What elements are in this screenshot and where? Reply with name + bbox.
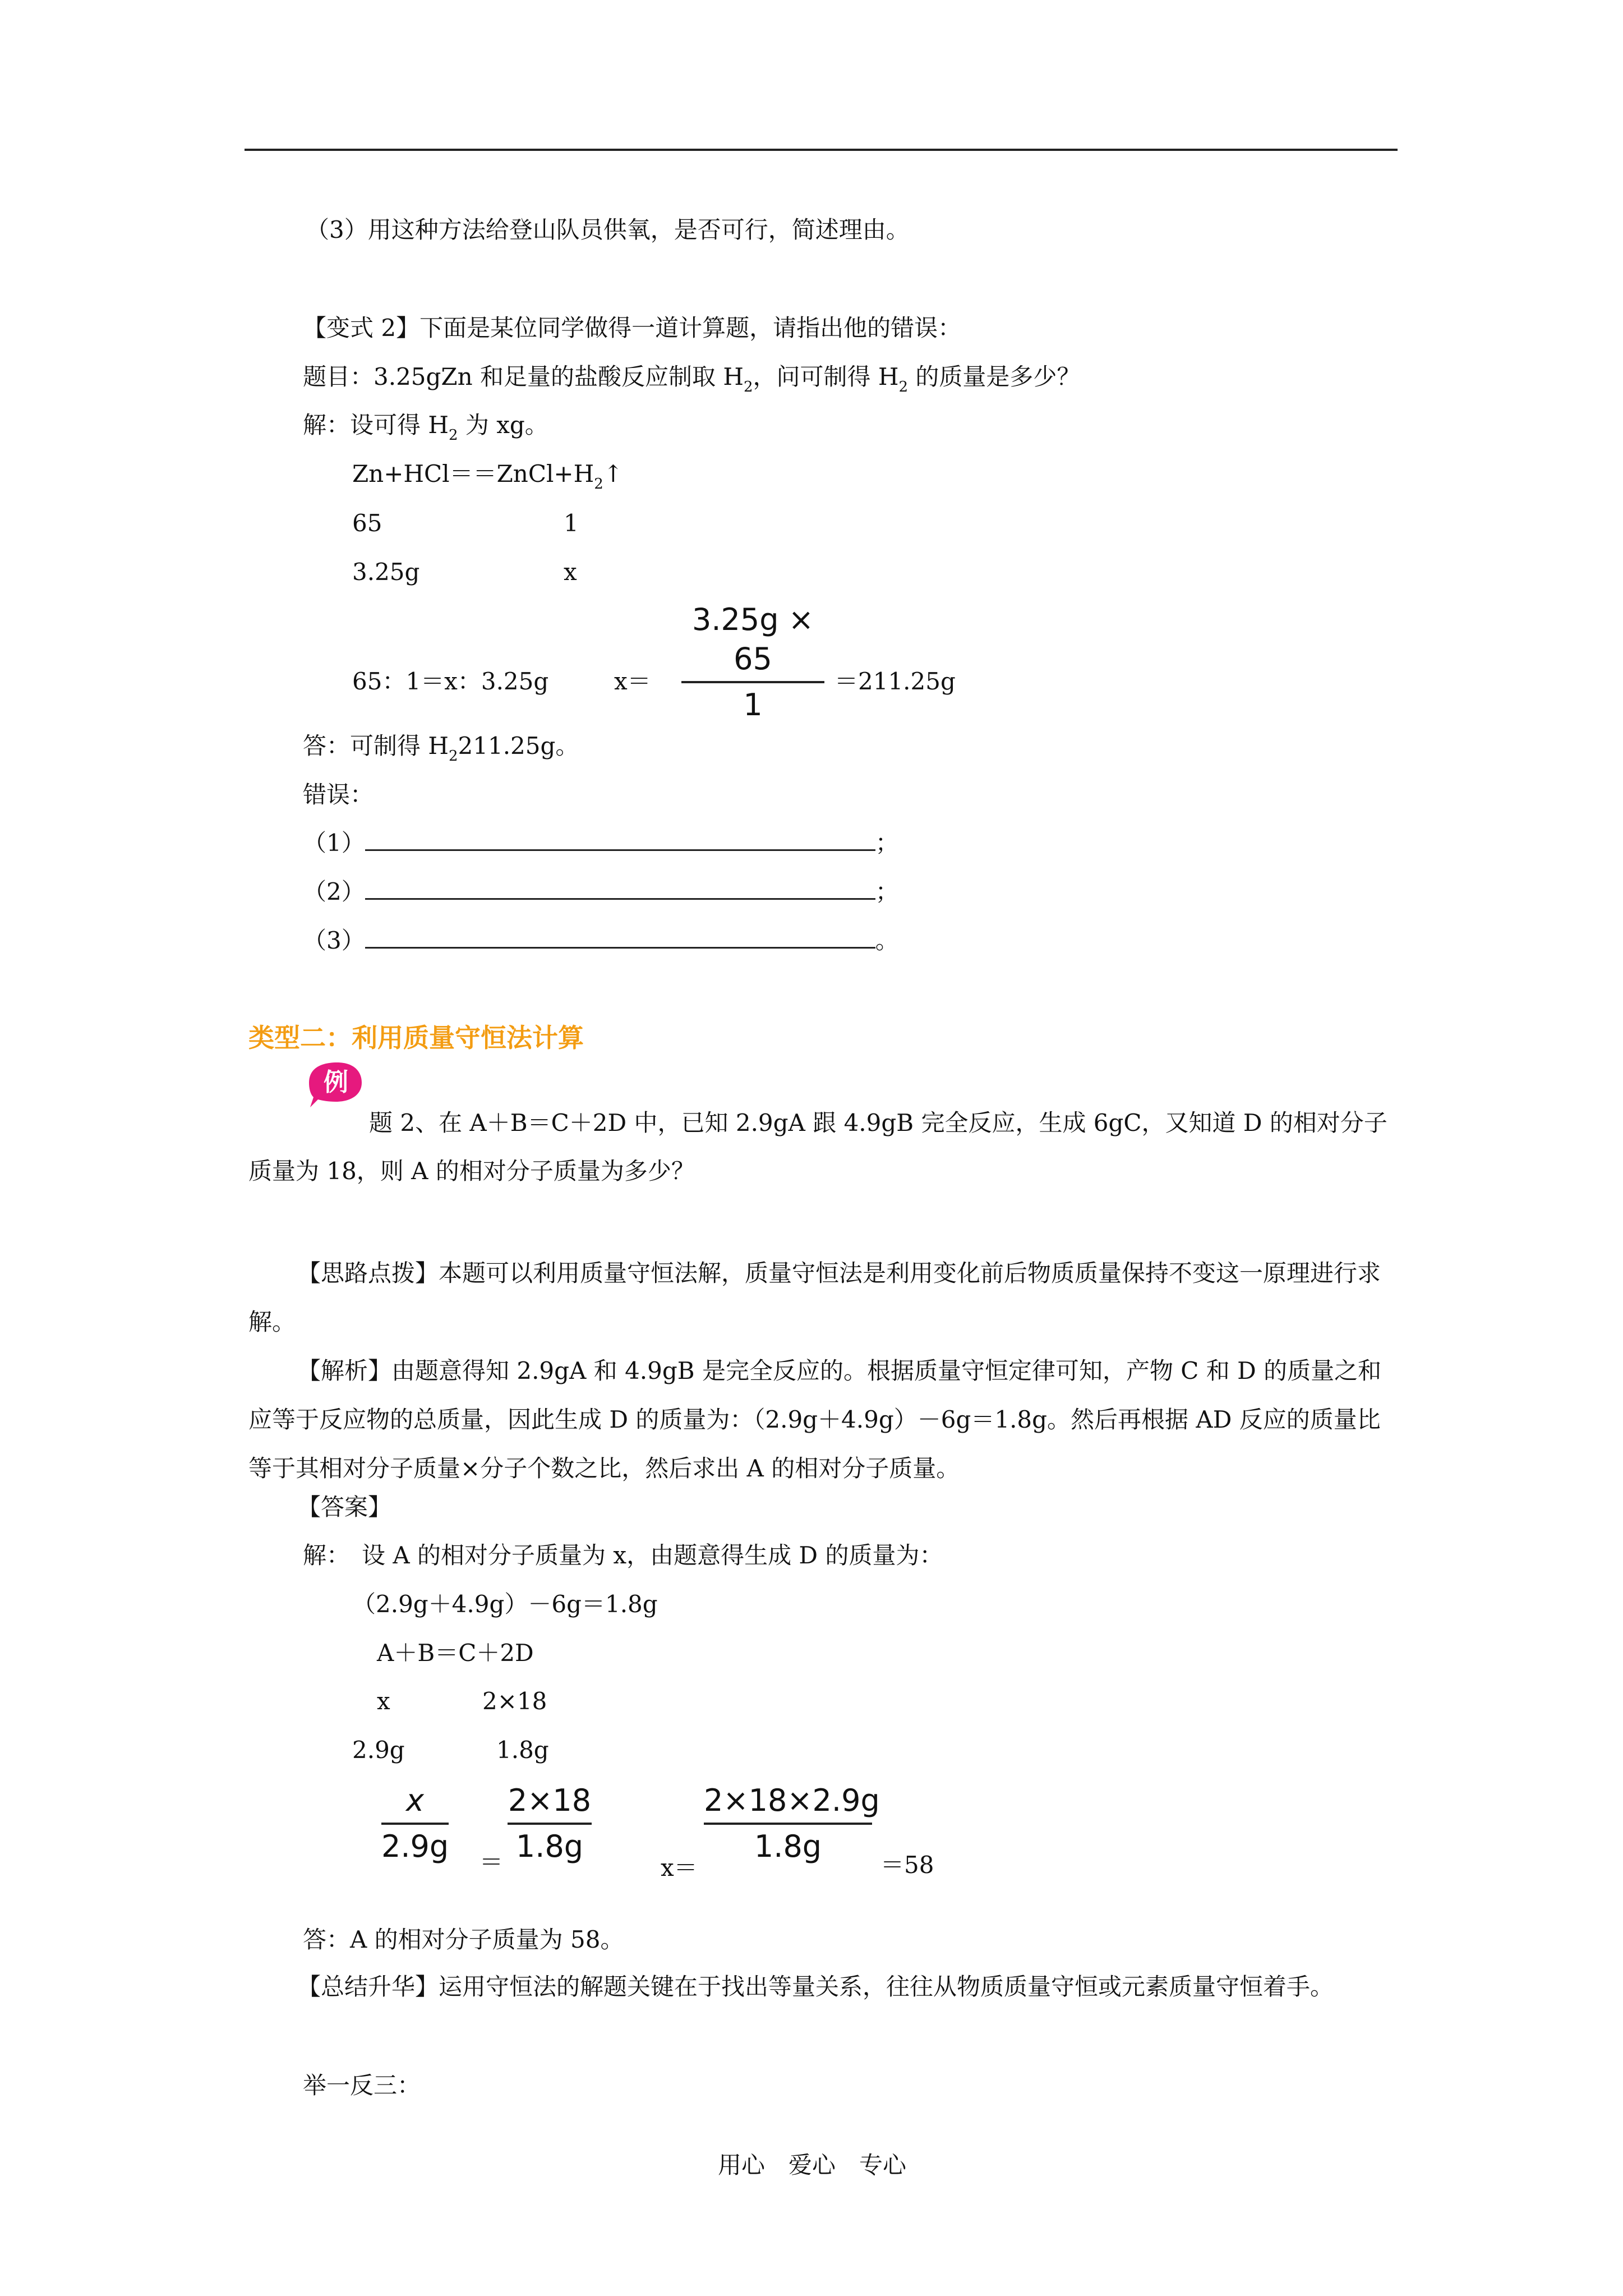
fraction-3-numerator: 2×18×2.9g	[704, 1783, 880, 1818]
fraction-denominator: 1	[743, 687, 763, 723]
hint-paragraph: 【思路点拨】本题可以利用质量守恒法解，质量守恒法是利用变化前后物质质量保持不变这一原理进行求解。	[248, 1259, 1381, 1336]
problem-text-a: 题目：3.25gZn 和足量的盐酸反应制取 H	[303, 363, 744, 390]
fraction-3-denominator: 1.8g	[754, 1829, 822, 1864]
error-1-end: ；	[875, 829, 899, 857]
page-footer: 用心 爱心 专心	[718, 2151, 907, 2179]
error-2-end: ；	[875, 878, 899, 905]
summary-paragraph: 【总结升华】运用守恒法的解题关键在于找出等量关系，往往从物质质量守恒或元素质量守恒着手。	[297, 1973, 1334, 2000]
problem-subscript-2: 2	[898, 379, 909, 395]
error-line-1	[303, 826, 899, 860]
problem-subscript-1: 2	[743, 379, 753, 395]
mass-d: 1.8g	[496, 1736, 549, 1764]
answer-label: 【答案】	[297, 1493, 392, 1521]
given-mass-left: 3.25g	[352, 558, 420, 586]
error-2-label: （2）	[303, 878, 365, 905]
variant-2-solution-setup	[303, 408, 548, 445]
final-result: ＝58	[880, 1851, 934, 1879]
fraction-2-denominator: 1.8g	[515, 1829, 584, 1864]
fraction-1-denominator: 2.9g	[381, 1829, 449, 1864]
fraction-x-over-mass-a	[381, 1781, 449, 1866]
x-equals-2: x＝	[661, 1854, 698, 1881]
gas-arrow: ↑	[603, 460, 623, 487]
fraction-2-bar	[508, 1823, 592, 1825]
header-rule	[245, 149, 1398, 151]
error-line-2	[303, 875, 899, 909]
variant-2-title: 【变式 2】下面是某位同学做得一道计算题，请指出他的错误：	[303, 314, 962, 342]
error-1-blank[interactable]	[365, 827, 875, 851]
error-3-blank[interactable]	[365, 924, 875, 949]
relative-mass-a: x	[377, 1687, 390, 1715]
fraction-d-ratio	[508, 1781, 592, 1866]
solution-subscript: 2	[448, 427, 458, 444]
equation-text: Zn+HCl＝＝ZnCl+H	[352, 460, 594, 487]
molar-mass-right: 1	[564, 509, 579, 537]
question-2-line-2: 质量为 18，则 A 的相对分子质量为多少？	[248, 1157, 695, 1185]
problem-text-b: ，问可制得 H	[753, 363, 899, 390]
x-equals: x＝	[614, 668, 651, 695]
example-badge-icon	[306, 1060, 364, 1108]
errors-label: 错误：	[303, 781, 374, 808]
solution-line-1: 解： 设 A 的相对分子质量为 x，由题意得生成 D 的质量为：	[303, 1542, 943, 1569]
fraction-numerator: 3.25g × 65	[692, 602, 814, 677]
variant-2-problem	[303, 360, 1080, 397]
fraction-bar	[681, 681, 824, 683]
practice-label: 举一反三：	[303, 2072, 421, 2099]
fraction-1-bar	[381, 1823, 449, 1825]
wrong-result: ＝211.25g	[834, 668, 956, 695]
solution-text-b: 为 xg。	[458, 411, 548, 439]
mass-a: 2.9g	[352, 1736, 405, 1764]
fraction-2-numerator: 2×18	[508, 1783, 592, 1818]
answer-text-a: 答：可制得 H	[303, 732, 449, 760]
fraction-1-numerator: x	[406, 1783, 424, 1818]
answer-text-b: 211.25g。	[458, 732, 579, 760]
equals-sign: ＝	[479, 1848, 504, 1876]
equation-subscript: 2	[594, 476, 603, 493]
reaction-equation	[352, 457, 623, 494]
final-answer: 答：A 的相对分子质量为 58。	[303, 1926, 624, 1953]
error-3-label: （3）	[303, 927, 365, 954]
molar-mass-left: 65	[352, 509, 382, 537]
relative-mass-d: 2×18	[482, 1687, 547, 1715]
answer-subscript: 2	[448, 748, 458, 765]
unknown-mass-right: x	[564, 558, 577, 586]
question-2-line-1: 题 2、在 A＋B＝C＋2D 中，已知 2.9gA 跟 4.9gB 完全反应，生成 6gC，又知道 D 的相对分子	[369, 1109, 1387, 1137]
analysis-paragraph: 【解析】由题意得知 2.9gA 和 4.9gB 是完全反应的。根据质量守恒定律可知，产物 C 和 D 的质量之和应等于反应物的总质量，因此生成 D 的质量为：（2.9g＋4.9g）－6g＝1.8g。然后再根据 AD 反应的质量比等于其相对分子质量×分子个数之比，然后求出 A 的相对分子质量。	[248, 1357, 1382, 1482]
fraction-result	[704, 1781, 880, 1866]
problem-text-c: 的质量是多少？	[908, 363, 1081, 390]
section-heading: 类型二：利用质量守恒法计算	[248, 1023, 584, 1053]
error-3-end: 。	[875, 927, 899, 954]
solution-equation: A＋B＝C＋2D	[377, 1639, 534, 1667]
variant-2-answer	[303, 729, 579, 766]
question-3-line: （3）用这种方法给登山队员供氧，是否可行，简述理由。	[306, 216, 910, 243]
ratio-equation: 65：1＝x：3.25g	[352, 668, 549, 695]
fraction-3-bar	[704, 1823, 872, 1825]
solution-line-2: （2.9g＋4.9g）－6g＝1.8g	[352, 1590, 658, 1618]
error-line-3	[303, 924, 899, 958]
error-1-label: （1）	[303, 829, 365, 857]
fraction-wrong-calculation	[681, 600, 824, 725]
example-badge-label: 例	[324, 1068, 348, 1097]
solution-text-a: 解：设可得 H	[303, 411, 449, 439]
error-2-blank[interactable]	[365, 876, 875, 900]
